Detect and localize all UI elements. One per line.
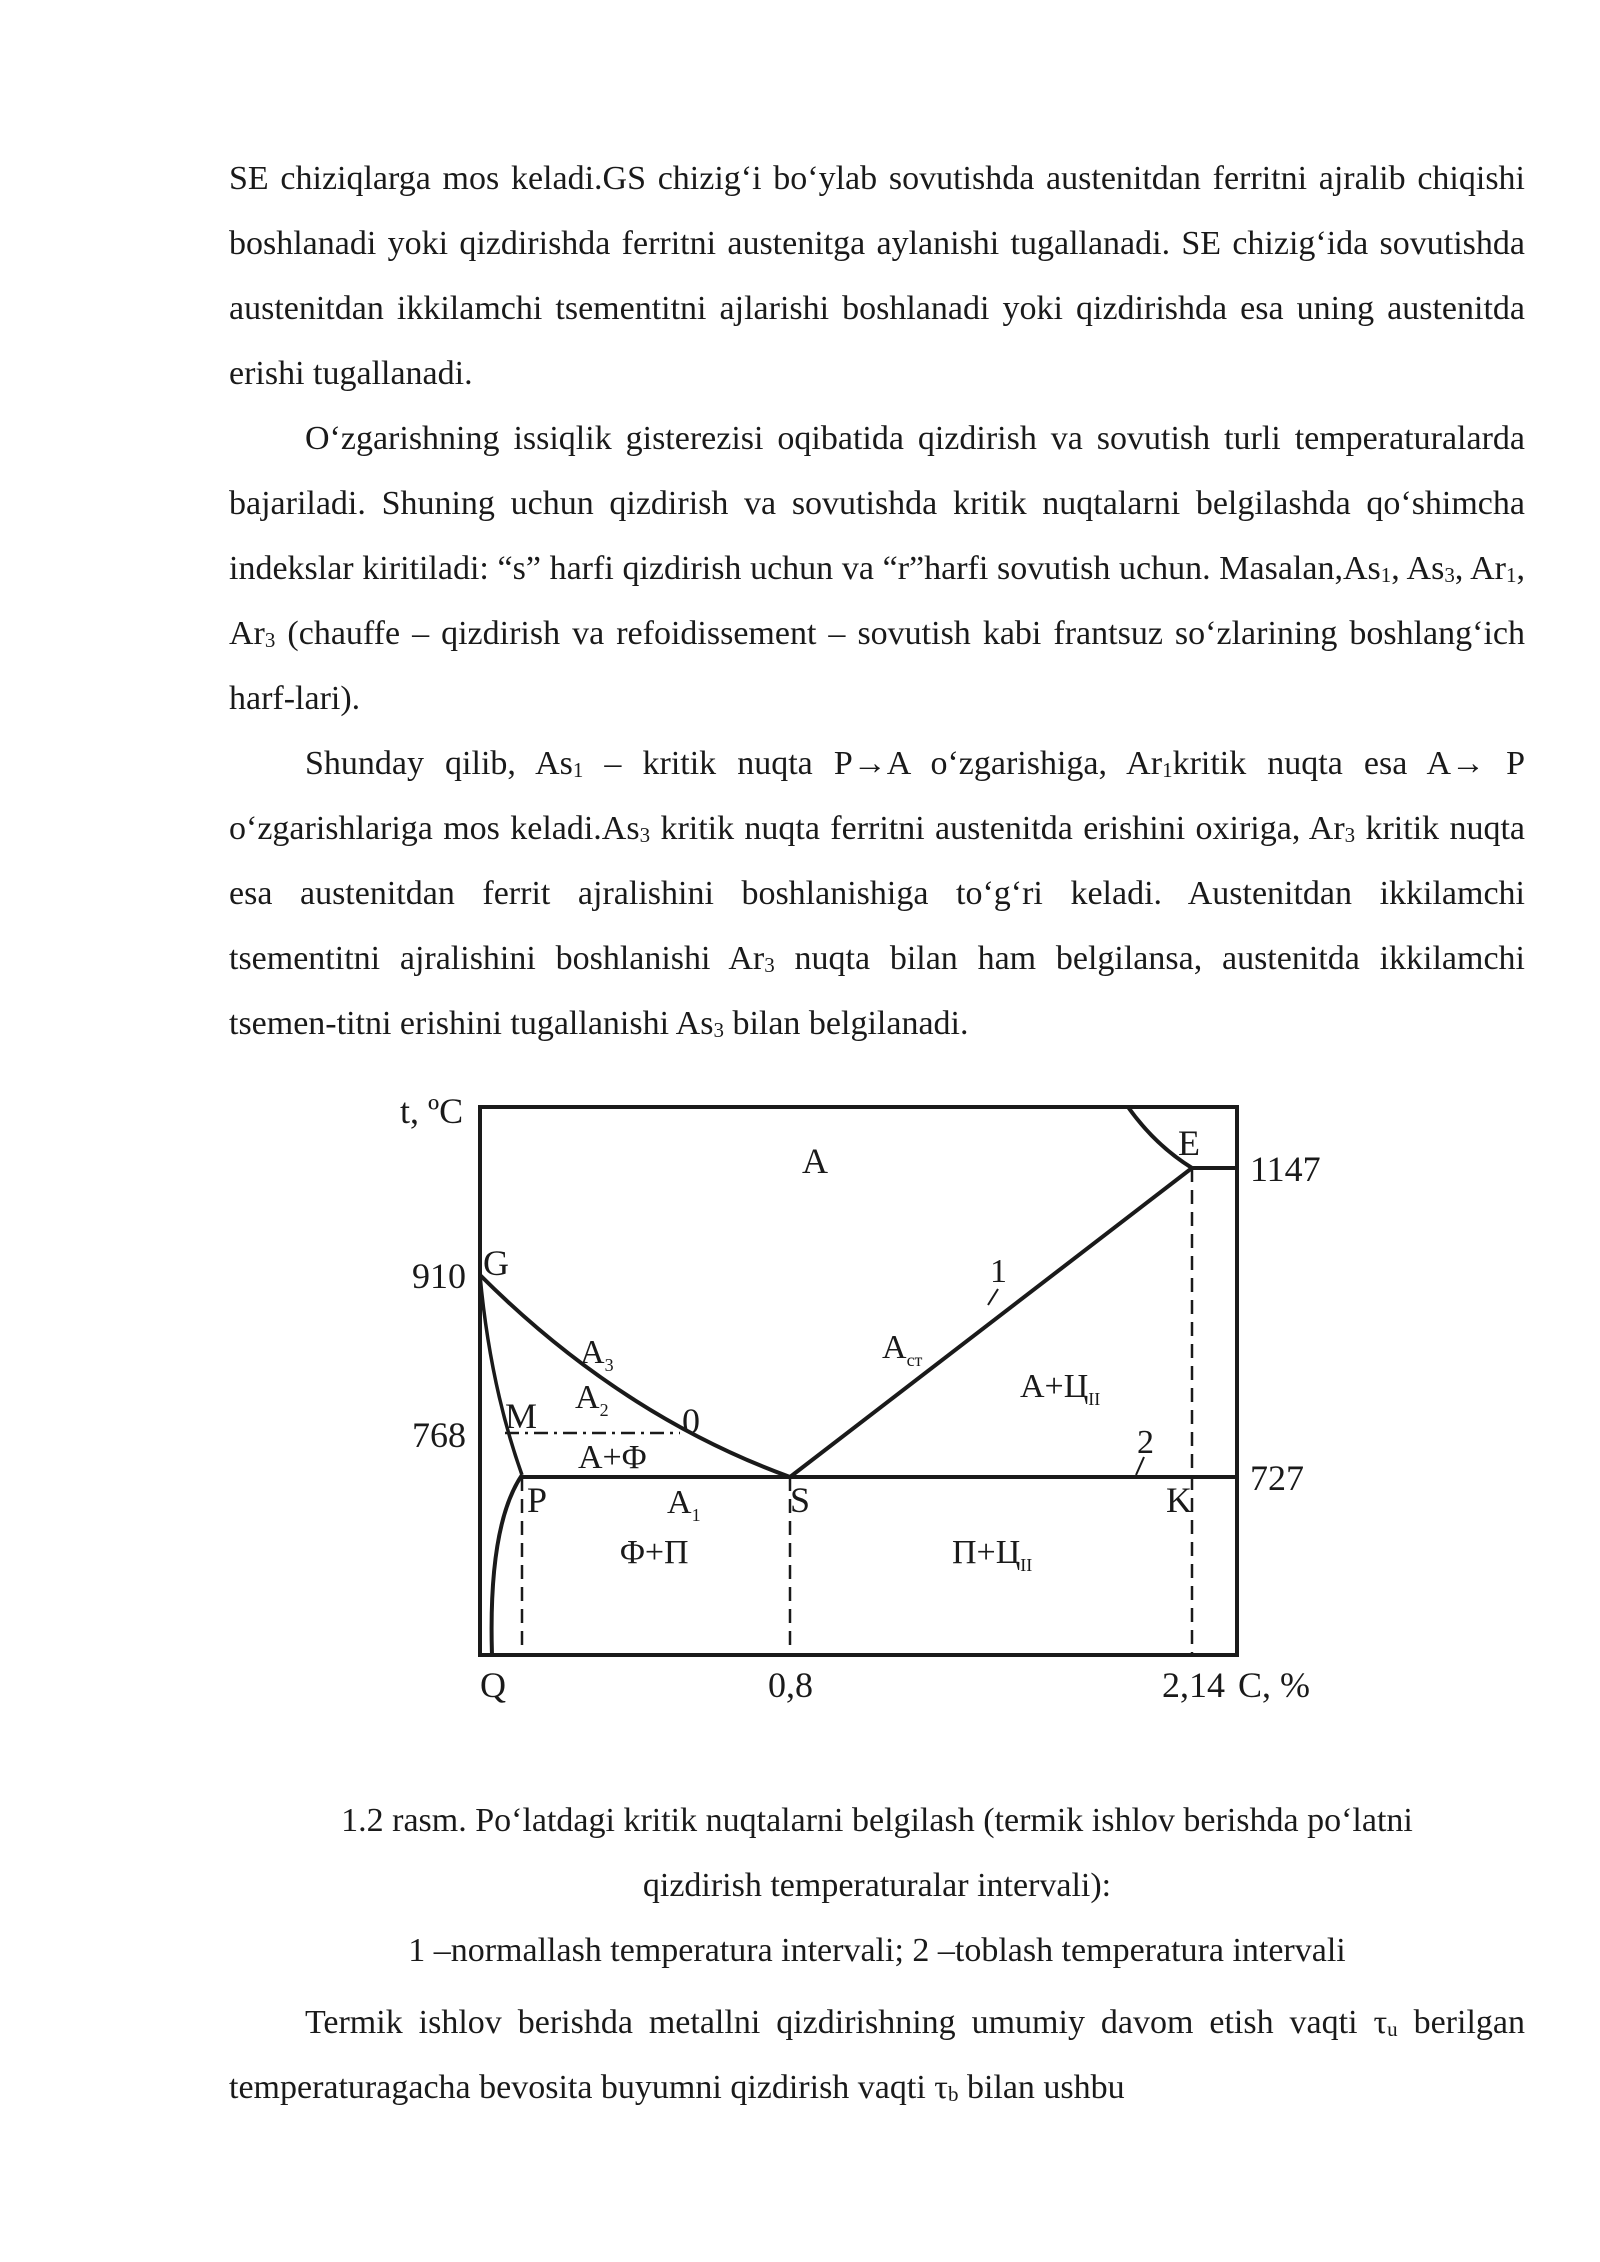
line-label-a3: $A_3$ bbox=[580, 1334, 614, 1375]
point-g: G bbox=[483, 1243, 509, 1283]
point-o: 0 bbox=[682, 1401, 700, 1441]
point-s: S bbox=[790, 1480, 811, 1520]
marker-tick-1 bbox=[988, 1289, 998, 1305]
line-label-a1: $A_1$ bbox=[667, 1484, 701, 1525]
region-f-plus-p: Φ+Π bbox=[620, 1534, 689, 1571]
caption-line-3: 1 –normallash temperatura intervali; 2 –toblash temperatura intervali bbox=[408, 1932, 1346, 1969]
line-label-acm: $A_{ст}$ bbox=[882, 1329, 923, 1370]
line-pq bbox=[492, 1475, 522, 1655]
paragraph-1: SE chiziqlarga mos keladi.GS chizig‘i bo‘ylab sovutishda austenitdan ferritni ajralib chiqishi boshlanadi yoki qizdirishda ferritni austenitga aylanishi tugallanadi. SE chizig‘ida sovutishda austenitdan ikkilamchi tsementitni ajlarishi boshlanadi yoki qizdirishda esa uning austenitda erishi tugallanadi. bbox=[229, 160, 1525, 392]
line-gp bbox=[480, 1275, 522, 1475]
t-tick-910: 910 bbox=[412, 1256, 466, 1296]
interval-marker-1: 1 bbox=[990, 1253, 1007, 1290]
line-label-a2: $A_2$ bbox=[575, 1379, 609, 1420]
interval-marker-2: 2 bbox=[1137, 1424, 1154, 1461]
t-tick-1147: 1147 bbox=[1250, 1149, 1321, 1189]
point-e: E bbox=[1178, 1123, 1200, 1163]
line-se bbox=[790, 1168, 1192, 1477]
paragraph-4: Termik ishlov berishda metallni qizdirishning umumiy davom etish vaqti $\tau_u$ berilgan temperaturagacha bevosita buyumni qizdirish vaqti $\tau_b$ bilan ushbu bbox=[229, 2004, 1525, 2106]
paragraph-2: O‘zgarishning issiqlik gisterezisi oqibatida qizdirish va sovutish turli temperaturalarda bajariladi. Shuning uchun qizdirish va sovutishda kritik nuqtalarni belgilashda qo‘shimcha indekslar kiritiladi: “s” harfi qizdirish uchun va “r”harfi sovutish uchun. $Masalan,As_1$, $As_3$, $Ar_1$, $Ar_3$ (chauffe – qizdirish va refoidissement – sovutish kabi frantsuz so‘zlarining boshlang‘ich harf-lari). bbox=[229, 420, 1525, 717]
caption-line-2: qizdirish temperaturalar intervali): bbox=[642, 1867, 1112, 1904]
region-a: A bbox=[802, 1141, 828, 1181]
point-q: Q bbox=[480, 1665, 506, 1705]
point-m: M bbox=[505, 1396, 538, 1436]
t-tick-727: 727 bbox=[1250, 1458, 1304, 1498]
region-a-plus-c: $A+Ц_{II}$ bbox=[1020, 1368, 1101, 1409]
c-tick-08: 0,8 bbox=[768, 1665, 813, 1705]
paragraph-3: Shunday qilib, $As_1$ – kritik nuqta P→A o‘zgarishiga, $Ar_1kritik$ nuqta esa A→ P o‘zgarishlariga mos $keladi.As_3$ kritik nuqta ferritni austenitda erishini oxiriga, $Ar_3$ kritik nuqta esa austenitdan ferrit ajralishini boshlanishiga to‘g‘ri keladi. Austenitdan ikkilamchi tsementitni ajralishini boshlanishi $Ar_3$ nuqta bilan ham belgilansa, austenitda ikkilamchi tsemen-titni erishini tugallanishi $As_3$ bilan belgilanadi. bbox=[229, 745, 1526, 1042]
x-axis-label: C, % bbox=[1238, 1665, 1310, 1705]
t-tick-768: 768 bbox=[412, 1415, 466, 1455]
region-p-plus-c: $\Pi+Ц_{II}$ bbox=[952, 1534, 1033, 1575]
point-k: K bbox=[1166, 1480, 1192, 1520]
point-p: P bbox=[527, 1480, 548, 1520]
iron-carbon-diagram bbox=[380, 1085, 1340, 1755]
c-tick-214: 2,14 bbox=[1162, 1665, 1225, 1705]
y-axis-label: t, ºC bbox=[400, 1091, 464, 1131]
caption-line-1: 1.2 rasm. Po‘latdagi kritik nuqtalarni belgilash (termik ishlov berishda po‘latni bbox=[341, 1802, 1413, 1839]
region-a-plus-f: A+Φ bbox=[578, 1439, 647, 1476]
figure-caption bbox=[229, 1788, 1525, 1983]
